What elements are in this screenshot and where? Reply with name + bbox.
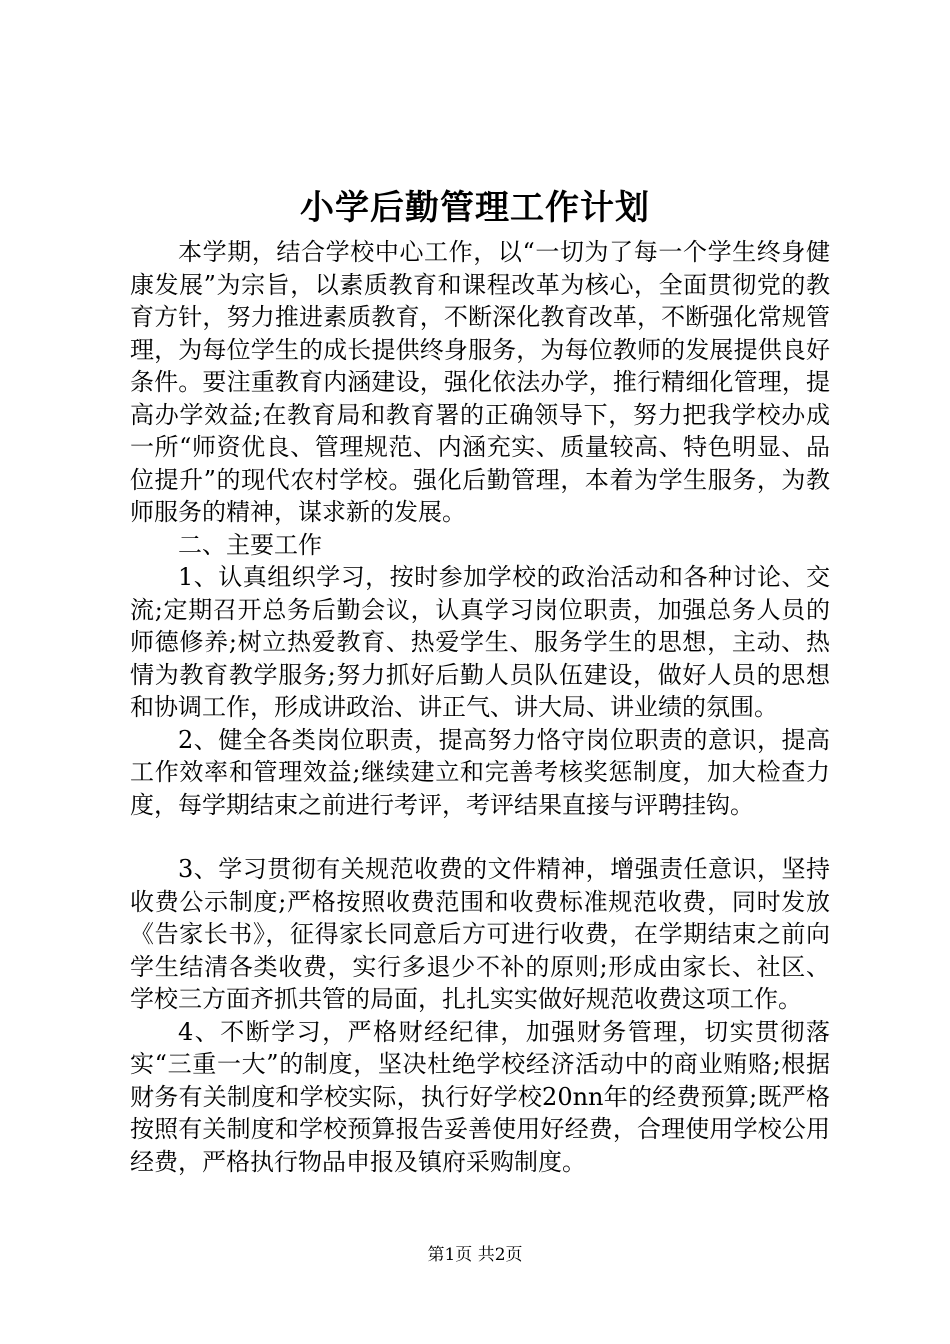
intro-paragraph: 本学期，结合学校中心工作，以“一切为了每一个学生终身健康发展”为宗旨，以素质教育和课程改革为核心，全面贯彻党的教育方针，努力推进素质教育，不断深化教育改革，不断强化常规管理，为每位学生的成长提供终身服务，为每位教师的发展提供良好条件。要注重教育内涵建设，强化依法办学，推行精细化管理，提高办学效益;在教育局和教育署的正确领导下，努力把我学校办成一所“师资优良、管理规范、内涵充实、质量较高、特色明显、品位提升”的现代农村学校。强化后勤管理，本着为学生服务，为教师服务的精神，谋求新的发展。	[130, 238, 830, 526]
document-title: 小学后勤管理工作计划	[300, 188, 650, 228]
section-heading-main-work: 二、主要工作	[178, 530, 322, 559]
work-item-1: 1、认真组织学习，按时参加学校的政治活动和各种讨论、交流;定期召开总务后勤会议，认真学习岗位职责，加强总务人员的师德修养;树立热爱教育、热爱学生、服务学生的思想，主动、热情为教育教学服务;努力抓好后勤人员队伍建设，做好人员的思想和协调工作，形成讲政治、讲正气、讲大局、讲业绩的氛围。	[130, 563, 830, 721]
work-item-3: 3、学习贯彻有关规范收费的文件精神，增强责任意识，坚持收费公示制度;严格按照收费范围和收费标准规范收费，同时发放《告家长书》，征得家长同意后方可进行收费，在学期结束之前向学生结清各类收费，实行多退少不补的原则;形成由家长、社区、学校三方面齐抓共管的局面，扎扎实实做好规范收费这项工作。	[130, 855, 830, 1013]
document-body	[130, 236, 830, 1178]
work-item-4: 4、不断学习，严格财经纪律，加强财务管理，切实贯彻落实“三重一大”的制度，坚决杜绝学校经济活动中的商业贿赂;根据财务有关制度和学校实际，执行好学校20nn年的经费预算;既严格按照有关制度和学校预算报告妥善使用好经费，合理使用学校公用经费，严格执行物品申报及镇府采购制度。	[130, 1017, 830, 1176]
page-number-footer: 第1页 共2页	[427, 1245, 523, 1265]
work-item-2: 2、健全各类岗位职责，提高努力恪守岗位职责的意识，提高工作效率和管理效益;继续建立和完善考核奖惩制度，加大检查力度，每学期结束之前进行考评，考评结果直接与评聘挂钩。	[130, 725, 830, 819]
